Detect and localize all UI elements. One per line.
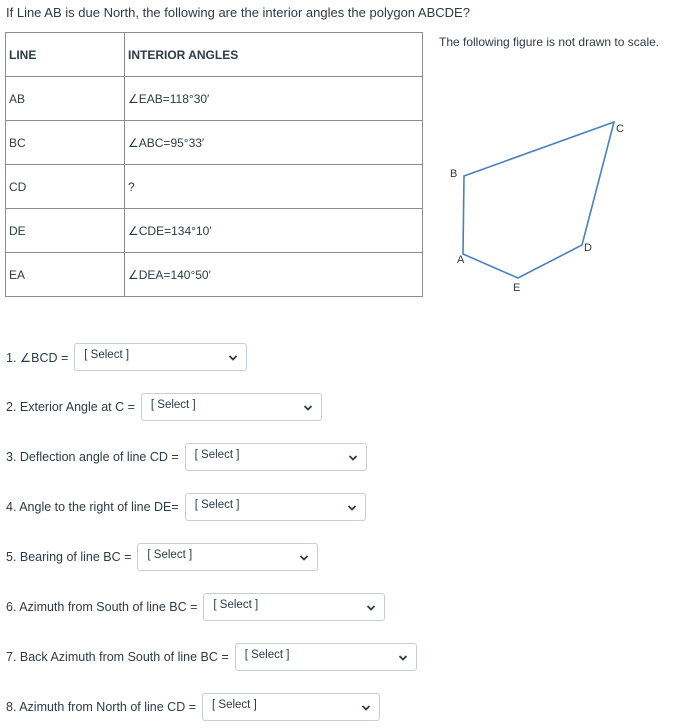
- question-label: 1. ∠BCD =: [6, 350, 69, 365]
- line-cell: DE: [6, 209, 125, 253]
- header-line: LINE: [6, 33, 125, 77]
- question-row-2: [6, 392, 322, 422]
- interior-angles-table: [5, 32, 423, 297]
- polygon-abcde: [463, 122, 614, 278]
- vertex-label-b: B: [450, 168, 458, 180]
- table-row: [6, 253, 423, 297]
- question-row-3: [6, 442, 367, 472]
- question-row-7: [6, 642, 417, 672]
- vertex-label-e: E: [513, 282, 521, 294]
- question-row-8: [6, 692, 380, 722]
- answer-select-6[interactable]: [203, 593, 385, 621]
- chevron-down-icon: [398, 653, 408, 663]
- answer-select-7[interactable]: [235, 643, 417, 671]
- line-cell: BC: [6, 121, 125, 165]
- answer-select-1[interactable]: [74, 343, 247, 371]
- polygon-figure: [436, 110, 646, 300]
- select-value: [ Select ]: [150, 399, 196, 411]
- chevron-down-icon: [361, 703, 371, 713]
- question-label: 7. Back Azimuth from South of line BC =: [6, 650, 229, 664]
- vertex-label-a: A: [457, 254, 465, 266]
- select-value: [ Select ]: [84, 349, 130, 361]
- answer-select-5[interactable]: [137, 543, 318, 571]
- vertex-label-c: C: [616, 123, 624, 135]
- chevron-down-icon: [366, 603, 376, 613]
- figure-note: The following figure is not drawn to scale.: [439, 35, 660, 49]
- chevron-down-icon: [299, 553, 309, 563]
- table-header-row: [6, 33, 423, 77]
- select-value: [ Select ]: [194, 499, 240, 511]
- answer-select-4[interactable]: [185, 493, 366, 521]
- select-value: [ Select ]: [212, 699, 257, 711]
- table-row: [6, 77, 423, 121]
- select-value: [ Select ]: [194, 449, 240, 461]
- angle-cell: ∠DEA=140°50′: [125, 253, 423, 297]
- question-label: 5. Bearing of line BC =: [6, 550, 132, 564]
- line-cell: EA: [6, 253, 125, 297]
- chevron-down-icon: [303, 403, 313, 413]
- table-row: [6, 209, 423, 253]
- question-row-5: [6, 542, 318, 572]
- question-row-6: [6, 592, 385, 622]
- chevron-down-icon: [347, 503, 357, 513]
- question-label: 8. Azimuth from North of line CD =: [6, 700, 197, 714]
- answer-select-3[interactable]: [185, 443, 367, 471]
- table-row: [6, 121, 423, 165]
- question-row-4: [6, 492, 366, 522]
- line-cell: CD: [6, 165, 125, 209]
- question-row-1: [6, 342, 247, 372]
- chevron-down-icon: [228, 353, 238, 363]
- angle-cell: ∠EAB=118°30′: [125, 77, 423, 121]
- question-text: If Line AB is due North, the following are the interior angles the polygon ABCDE?: [6, 5, 470, 20]
- chevron-down-icon: [348, 453, 358, 463]
- answer-select-2[interactable]: [141, 393, 322, 421]
- angle-cell: ∠CDE=134°10′: [125, 209, 423, 253]
- header-interior-angles: INTERIOR ANGLES: [125, 33, 423, 77]
- select-value: [ Select ]: [147, 549, 193, 561]
- question-label: 3. Deflection angle of line CD =: [6, 450, 179, 464]
- select-value: [ Select ]: [213, 599, 259, 611]
- select-value: [ Select ]: [244, 649, 290, 661]
- angle-cell: ∠ABC=95°33′: [125, 121, 423, 165]
- answer-select-8[interactable]: [202, 693, 380, 721]
- line-cell: AB: [6, 77, 125, 121]
- question-label: 2. Exterior Angle at C =: [6, 400, 135, 414]
- table-row: [6, 165, 423, 209]
- vertex-label-d: D: [584, 242, 592, 254]
- question-label: 4. Angle to the right of line DE=: [6, 500, 179, 514]
- question-label: 6. Azimuth from South of line BC =: [6, 600, 198, 614]
- angle-cell: ?: [125, 165, 423, 209]
